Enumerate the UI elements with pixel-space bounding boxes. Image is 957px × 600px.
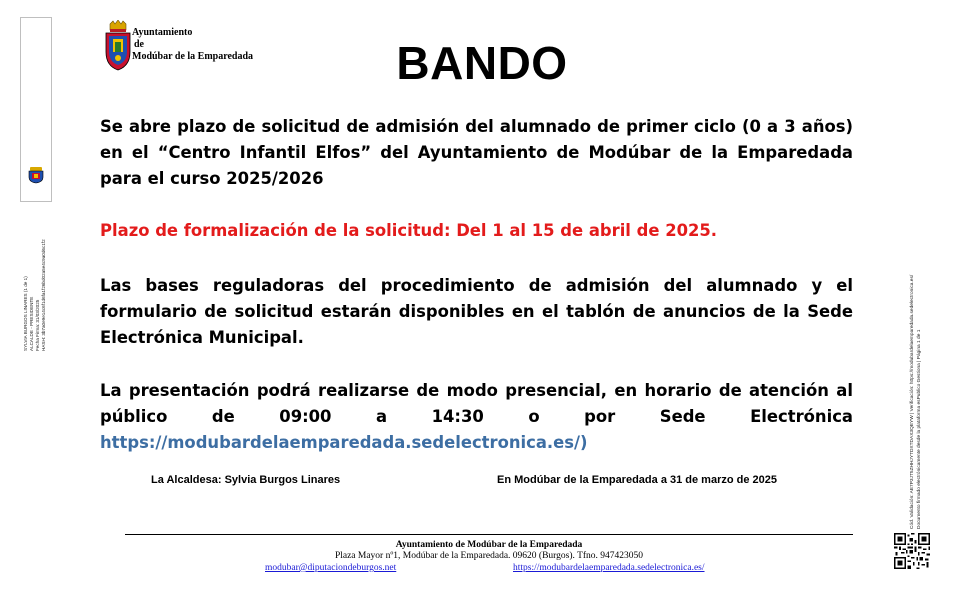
signature-role: ALCALDE - PRESIDENTE [29, 296, 34, 351]
logo-line-2: de [134, 39, 144, 50]
verification-platform: Documento firmado electrónicamente desde la plataforma esPublico Gestiona | Página 1 de 1 [917, 329, 922, 529]
signature-text [23, 173, 47, 351]
logo-line-1: Ayuntamiento [132, 27, 193, 38]
paragraph-rules: Las bases reguladoras del procedimiento de admisión del alumnado y el formulario de solicitud estarán disponibles en el tablón de anuncios de la Sede Electrónica Municipal. [100, 276, 853, 347]
footer-divider [125, 534, 853, 535]
qr-code-icon[interactable] [894, 533, 930, 569]
place-date: En Modúbar de la Emparedada a 31 de marzo de 2025 [497, 474, 777, 486]
submission-line-2: público de 09:00 a 14:30 o por Sede Electrónica [100, 407, 853, 426]
crest-icon [26, 166, 46, 184]
verification-text [909, 249, 937, 529]
signature-hash: HASH: 3b7a0e9e14c6f1d6fa1f26bd02a5e4c9a0d6c1f2 [41, 239, 46, 351]
submission-line-1: La presentación podrá realizarse de modo presencial, en horario de atención al [100, 381, 853, 400]
signature-signer: SYLVIA BURGOS LINARES (1 de 1) [23, 276, 28, 351]
verification-code: Cód. Validación: AE7P3JT5ZHHJYTDXTDAX3QEYW | Verificación: https://modubardelaemparedada.sedelectronica.es/ [910, 274, 915, 529]
footer-email-link[interactable]: modubar@diputaciondeburgos.net [265, 563, 397, 573]
footer-institution: Ayuntamiento de Modúbar de la Emparedada [395, 540, 583, 550]
logo-line-3: Modúbar de la Emparedada [132, 51, 254, 62]
paragraph-submission [100, 378, 853, 456]
signature-date: Fecha Firma: 31/03/2025 [35, 299, 40, 351]
paragraph-announcement: Se abre plazo de solicitud de admisión del alumnado de primer ciclo (0 a 3 años) en el “Centro Infantil Elfos” del Ayuntamiento de Modúbar de la Emparedada para el curso 2025/2026 [100, 117, 853, 188]
sede-link[interactable]: https://modubardelaemparedada.sedelectronica.es/) [100, 433, 588, 452]
footer-web-link[interactable]: https://modubardelaemparedada.sedelectronica.es/ [513, 563, 705, 573]
mayor-signature: La Alcaldesa: Sylvia Burgos Linares [151, 474, 341, 486]
page-title: BANDO [396, 37, 568, 89]
paragraph-deadline: Plazo de formalización de la solicitud: Del 1 al 15 de abril de 2025. [100, 221, 718, 240]
footer-address: Plaza Mayor nº1, Modúbar de la Emparedada. 09620 (Burgos). Tfno. 947423050 [334, 551, 644, 561]
